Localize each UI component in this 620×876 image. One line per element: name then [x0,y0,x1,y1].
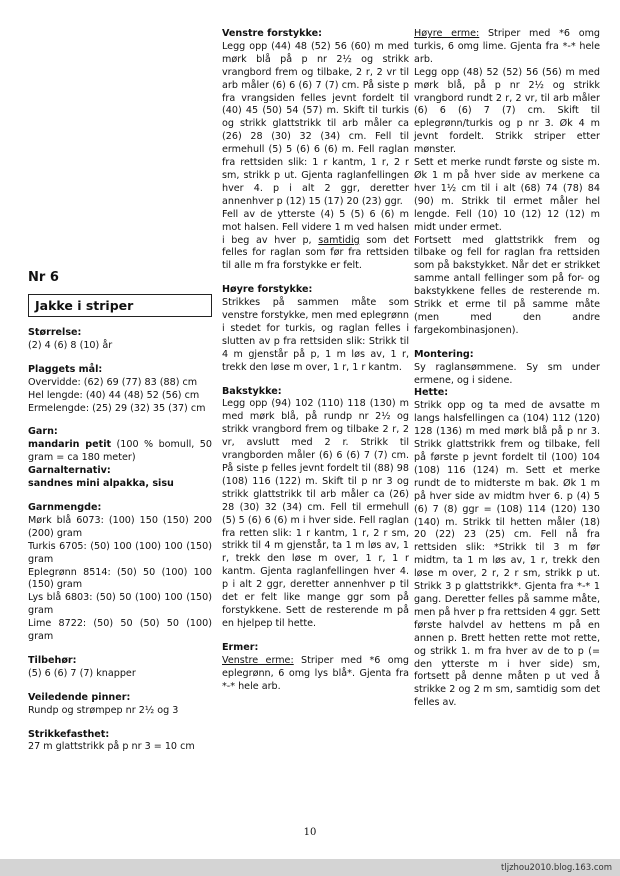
yarn-detail: (100 % bomull, 50 gram = ca 180 meter) [28,439,213,464]
left-front-text-1: Legg opp (44) 48 (52) 56 (60) m med mørk blå på p nr 2½ og strikk vrangbord frem og tilbake, 2 r, 2 vr til arb måler (6) 6 (6) 7 (7) cm. På siste p fra vrangsiden felles jevnt fordelt til (40) 45 (50) 54 (57) m. Skift til turkis og strikk glattstrikk til arb måler ca (26) 28 (30) 32 (34) cm. Fell til ermehull (5) 5 (6) 6 (6) m. Fell raglan fra rettsiden slik: 1 r kantm, 1 r, 2 r sm, strikk p ut. Gjenta raglanfellingen hver 4. p i alt 2 ggr, deretter annenhver p (12) 15 (17) 20 (23) ggr. [222,40,409,207]
yarn-alt-text: sandnes mini alpakka, sisu [28,478,174,490]
yarn-alt-heading: Garnalternativ: [28,465,111,477]
hood-heading: Hette: [414,387,449,399]
right-sleeve-text: Høyre erme: Striper med *6 omg turkis, 6 omg lime. Gjenta fra *-* hele arb. [414,28,601,65]
yarn-amount-light-blue: Lys blå 6803: (50) 50 (100) 100 (150) gram [28,592,212,617]
back-text: Legg opp (94) 102 (110) 118 (130) m med mørk blå, på rundp nr 2½ og strikk vrangbord frem og tilbake 2 r, 2 vr, avslutt med 2 r. Strikk til vrangborden måler (6) 6 (6) 7 (7) cm. På siste p felles jevnt fordelt til (88) 98 (108) 116 (122) m. Skift til p nr 3 og strikk glattstrikk til arb måler ca (26) 28 (30) 32 (34) cm. Fell til ermehull (5) 5 (6) 6 (6) m i hver side. Fell raglan fra retten slik: 1 r kantm, 1 r, 2 r sm, strikk til 4 m gjenstår, ta 1 m løs av, 1 r, trekk den løse m over, 1 r, 1 r kantm. Gjenta raglanfellingen hver 4. p i alt 2 ggr, deretter annenhver p til det er felt like mange ggr som på forstykkene. Sett de resterende m på en hjelpep til hette. [222,398,409,629]
page-number: 10 [303,827,317,838]
measurement-chest: Overvidde: (62) 69 (77) 83 (88) cm [28,376,198,388]
assembly-text: Sy raglansømmene. Sy sm under ermene, og i sidene. [414,361,600,386]
column-right [414,28,600,710]
yarn-text [28,439,212,465]
left-sleeve-text: Venstre erme: Striper med *6 omg eplegrønn, 6 omg lys blå*. Gjenta fra *-* hele arb. [222,654,410,692]
footer-watermark: tljzhou2010.blog.163.com [501,863,612,873]
yarn-amount-heading: Garnmengde: [28,501,102,513]
right-front-heading: Høyre forstykke: [222,284,313,296]
left-sleeve-label: Venstre erme: [222,654,294,666]
size-text: (2) 4 (6) 8 (10) år [28,339,113,351]
measurement-sleeve: Ermelengde: (25) 29 (32) 35 (37) cm [28,402,206,414]
back-heading: Bakstykke: [222,385,282,397]
accessories-text: (5) 6 (6) 7 (7) knapper [28,667,136,679]
right-sleeve-label: Høyre erme: [414,28,480,39]
column-middle [222,28,409,693]
needles-text: Rundp og strømpep nr 2½ og 3 [28,704,179,716]
left-front-text-2: Fell av de ytterste (4) 5 (5) 6 (6) m mot halsen. Fell videre 1 m ved halsen i beg av hver p, samtidig som det felles for raglan som før fra rettsiden til alle m fra forstykke er felt. [222,208,409,272]
gauge-text: 27 m glattstrikk på p nr 3 = 10 cm [28,741,195,753]
sleeve-text-3: Fortsett med glattstrikk frem og tilbake og fell for raglan fra rettsiden som på bakstykket. Når det er strikket samme antall fellinger som på for- og bakstykkene felles de resterende m. Strikk et erme til på samme måte (men med den andre fargekombinasjonen). [414,234,600,336]
accessories-heading: Tilbehør: [28,654,77,666]
footer-bar [0,859,620,876]
sleeves-heading: Ermer: [222,641,259,653]
gauge-heading: Strikkefasthet: [28,728,110,740]
needles-heading: Veiledende pinner: [28,691,131,703]
yarn-amount-turquoise: Turkis 6705: (50) 100 (100) 100 (150) gram [28,540,212,565]
column-left [28,270,212,754]
yarn-amount-apple-green: Eplegrønn 8514: (50) 50 (100) 100 (150) gram [28,566,212,591]
yarn-amount-dark-blue: Mørk blå 6073: (100) 150 (150) 200 (200) gram [28,514,212,539]
assembly-heading: Montering: [414,348,474,360]
left-front-heading: Venstre forstykke: [222,28,323,39]
right-front-text: Strikkes på sammen måte som venstre forstykke, men med eplegrønn i stedet for turkis, og raglan felles i slutten av p fra rettsiden slik: Strikk til 4 m gjenstår på p, 1 m løs av, 1 r, trekk den løse m over, 1 r, 1 r kantm. [222,297,409,373]
yarn-heading: Garn: [28,426,58,438]
pattern-title: Jakke i striper [28,294,212,317]
measurement-length: Hel lengde: (40) 44 (48) 52 (56) cm [28,389,200,401]
pattern-number: Nr 6 [28,270,59,285]
yarn-name: mandarin petit [28,439,112,451]
simultaneously-underlined: samtidig [318,234,360,246]
yarn-amount-lime: Lime 8722: (50) 50 (50) 50 (100) gram [28,618,212,643]
measurements-heading: Plaggets mål: [28,363,103,375]
sleeve-text-2: Sett et merke rundt første og siste m. Øk 1 m på hver side av merkene ca hver 1½ cm til i alt (68) 74 (78) 84 (90) m. Strikk til ermet måler hel lengde. Fell (10) 10 (12) 12 (12) m midt under ermet. [414,157,600,233]
sleeve-text-1: Legg opp (48) 52 (52) 56 (56) m med mørk blå, på p nr 2½ og strikk vrangbord rundt 2 r, 2 vr, til arb måler (6) 6 (6) 7 (7) cm. Skift til eplegrønn/turkis og p nr 3. Øk 4 m jevnt fordelt. Strikk striper etter mønster. [414,66,600,156]
size-heading: Størrelse: [28,327,82,338]
hood-text: Strikk opp og ta med de avsatte m langs halsfellingen ca (104) 112 (120) 128 (136) m med mørk blå på p nr 3. Strikk glattstrikk frem og tilbake, fell på første p jevnt fordelt til (100) 104 (108) 116 (124) m. Sett et merke rundt de to midterste m bak. Øk 1 m på hver side av midtm hver 6. p (4) 5 (6) 7 (8) ggr = (108) 114 (120) 130 (140) m. Strikk til hetten måler (18) 20 (22) 23 (25) cm. Fell nå fra rettsiden slik: *Strikk til 3 m før midtm, ta 1 m løs av, 1 r, trekk den løse m over, 2 r, 2 r sm, strikk p ut. Strikk 3 p glattstrikk*. Gjenta fra *-* 1 gang. Deretter felles på samme måte, men på hver p fra rettsiden 4 ggr. Sett første halvdel av hettens m på en annen p. Brett hetten rette mot rette, og strikk 1. m fra hver av de to p (= den ytterste m i hver side) sm, fortsett på denne måten p ut ved å strikke 2 og 2 m sm, samtidig som det felles av. [414,400,600,709]
